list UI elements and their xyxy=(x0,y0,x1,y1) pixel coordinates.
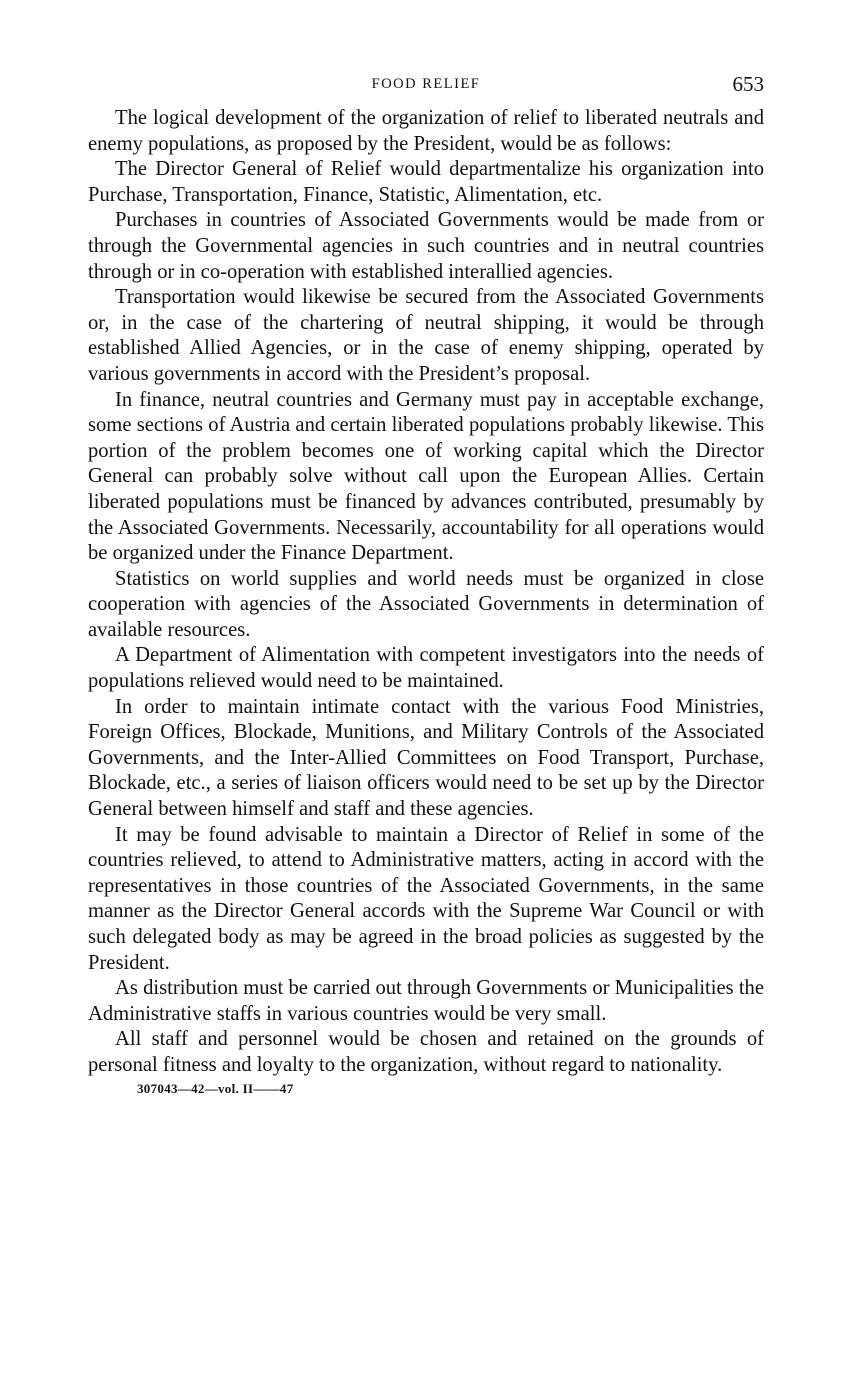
running-title: FOOD RELIEF xyxy=(371,76,481,92)
paragraph-purchases: Purchases in countries of Associated Governments would be made from or through the Governmental agencies in such countries and in neutral countries through or in co-operation with established interallied agencies. xyxy=(88,209,764,283)
body-text xyxy=(88,106,764,1079)
printer-signature: 307043—42—vol. II——47 xyxy=(137,1080,294,1096)
running-head xyxy=(88,72,764,106)
paragraph-alimentation: A Department of Alimentation with competent investigators into the needs of populations relieved would need to be maintained. xyxy=(88,644,764,693)
paragraph-finance: In finance, neutral countries and Germany must pay in acceptable exchange, some sections of Austria and certain liberated populations probably likewise. This portion of the problem becomes one of working capital which the Director General can probably solve without call upon the European Allies. Certain liberated populations must be financed by advances contributed, presumably by the Associated Governments. Necessarily, accountability for all operations would be organized under the Finance Department. xyxy=(88,388,764,565)
paragraph-personnel: All staff and personnel would be chosen and retained on the grounds of personal fitness and loyalty to the organization, without regard to nationality. xyxy=(88,1028,764,1076)
paragraph-transportation: Transportation would likewise be secured from the Associated Governments or, in the case of the chartering of neutral shipping, it would be through established Allied Agencies, or in the case of enemy shipping, operated by various governments in accord with the President’s proposal. xyxy=(88,286,764,385)
document-page xyxy=(88,72,764,1097)
paragraph-intro: The logical development of the organization of relief to liberated neutrals and enemy populations, as proposed by the President, would be as follows: xyxy=(88,107,764,155)
paragraph-director-of-relief: It may be found advisable to maintain a Director of Relief in some of the countries relieved, to attend to Administrative matters, acting in accord with the representatives in those countries of the Associated Governments, in the same manner as the Director General accords with the Supreme War Council or with such delegated body as may be agreed in the broad policies as suggested by the President. xyxy=(88,823,764,974)
page-number: 653 xyxy=(732,72,764,96)
paragraph-distribution: As distribution must be carried out through Governments or Municipalities the Administrative staffs in various countries would be very small. xyxy=(88,977,764,1025)
paragraph-departments: The Director General of Relief would departmentalize his organization into Purchase, Transportation, Finance, Statistic, Alimentation, etc. xyxy=(88,158,764,206)
paragraph-liaison: In order to maintain intimate contact with the various Food Ministries, Foreign Offices, Blockade, Munitions, and Military Controls of the Associated Governments, and the Inter-Allied Committees on Food Transport, Purchase, Blockade, etc., a series of liaison officers would need to be set up by the Director General between himself and staff and these agencies. xyxy=(88,695,764,821)
paragraph-statistics: Statistics on world supplies and world needs must be organized in close cooperation with agencies of the Associated Governments in determination of available resources. xyxy=(88,567,764,641)
